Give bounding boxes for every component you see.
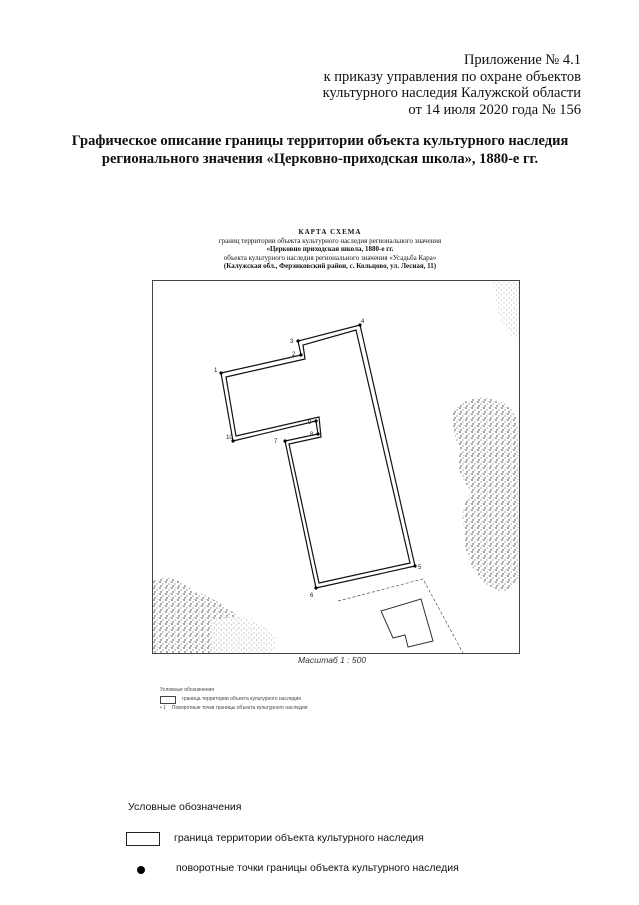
neighbour-building bbox=[381, 599, 433, 647]
title-line-2: регионального значения «Церковно-приходская школа», 1880-е гг. bbox=[101, 151, 539, 167]
point-label-1: 1 bbox=[214, 368, 218, 374]
map-scale: Масштаб 1 : 500 bbox=[298, 655, 367, 665]
turning-point-4 bbox=[358, 319, 365, 327]
neighbour-contour bbox=[338, 579, 463, 653]
mini-legend bbox=[160, 686, 307, 713]
map-caption-line-3: «Церковно приходская школа, 1880-е гг. bbox=[266, 245, 394, 254]
mini-boundary-symbol bbox=[160, 696, 176, 704]
turning-point-10 bbox=[226, 435, 235, 443]
boundary-legend-symbol bbox=[126, 832, 160, 846]
point-label-7: 7 bbox=[274, 439, 278, 445]
mini-legend-title: Условные обозначения bbox=[160, 687, 215, 693]
legend-title: Условные обозначения bbox=[128, 801, 242, 813]
mini-point-symbol: • 1 bbox=[160, 705, 166, 711]
document-title bbox=[40, 132, 600, 168]
turning-point-legend-symbol bbox=[137, 866, 145, 874]
appendix-authority-line: культурного наследия Калужской области bbox=[322, 85, 581, 101]
map-caption-line-2: границ территории объекта культурного наследия регионального значения bbox=[218, 236, 442, 245]
mini-legend-boundary-row bbox=[160, 695, 307, 704]
vegetation-area-east bbox=[453, 398, 519, 591]
turning-point-7 bbox=[274, 439, 287, 445]
map-frame bbox=[152, 280, 520, 654]
heritage-boundary-inner bbox=[226, 330, 410, 583]
map-caption-heading: КАРТА СХЕМА bbox=[298, 228, 362, 236]
appendix-number: Приложение № 4.1 bbox=[463, 52, 581, 68]
appendix-header bbox=[261, 52, 581, 118]
turning-point-legend-label: поворотные точки границы объекта культурного наследия bbox=[176, 862, 459, 874]
point-label-10: 10 bbox=[226, 435, 233, 441]
title-line-1: Графическое описание границы территории объекта культурного наследия bbox=[71, 133, 569, 149]
appendix-order-line: к приказу управления по охране объектов bbox=[323, 68, 581, 85]
turning-point-1 bbox=[214, 368, 223, 375]
map-caption bbox=[150, 228, 510, 271]
point-label-6: 6 bbox=[310, 593, 314, 599]
mini-points-label: Поворотные точки границы объекта культурного наследия bbox=[171, 705, 308, 711]
point-label-5: 5 bbox=[418, 565, 422, 571]
vegetation-area-northeast bbox=[493, 281, 519, 341]
point-label-3: 3 bbox=[290, 339, 294, 345]
point-label-4: 4 bbox=[361, 319, 365, 325]
mini-boundary-label: граница территории объекта культурного наследия bbox=[182, 696, 301, 702]
map-caption-line-5: (Калужская обл., Ферзиковский район, с. Кольцово, ул. Лесная, 11) bbox=[223, 262, 437, 271]
point-label-2: 2 bbox=[292, 352, 296, 358]
map-svg bbox=[153, 281, 519, 653]
appendix-date-line: от 14 июля 2020 года № 156 bbox=[408, 101, 581, 118]
vegetation-area-south bbox=[213, 617, 276, 653]
mini-legend-points-row bbox=[160, 704, 307, 713]
map-caption-line-4: объекта культурного наследия регионального значения «Усадьба Кара» bbox=[223, 253, 437, 262]
turning-point-6 bbox=[310, 586, 318, 599]
point-label-8: 8 bbox=[310, 432, 314, 438]
boundary-legend-label: граница территории объекта культурного наследия bbox=[174, 832, 424, 844]
turning-point-5 bbox=[413, 564, 422, 571]
point-label-9: 9 bbox=[308, 420, 312, 426]
